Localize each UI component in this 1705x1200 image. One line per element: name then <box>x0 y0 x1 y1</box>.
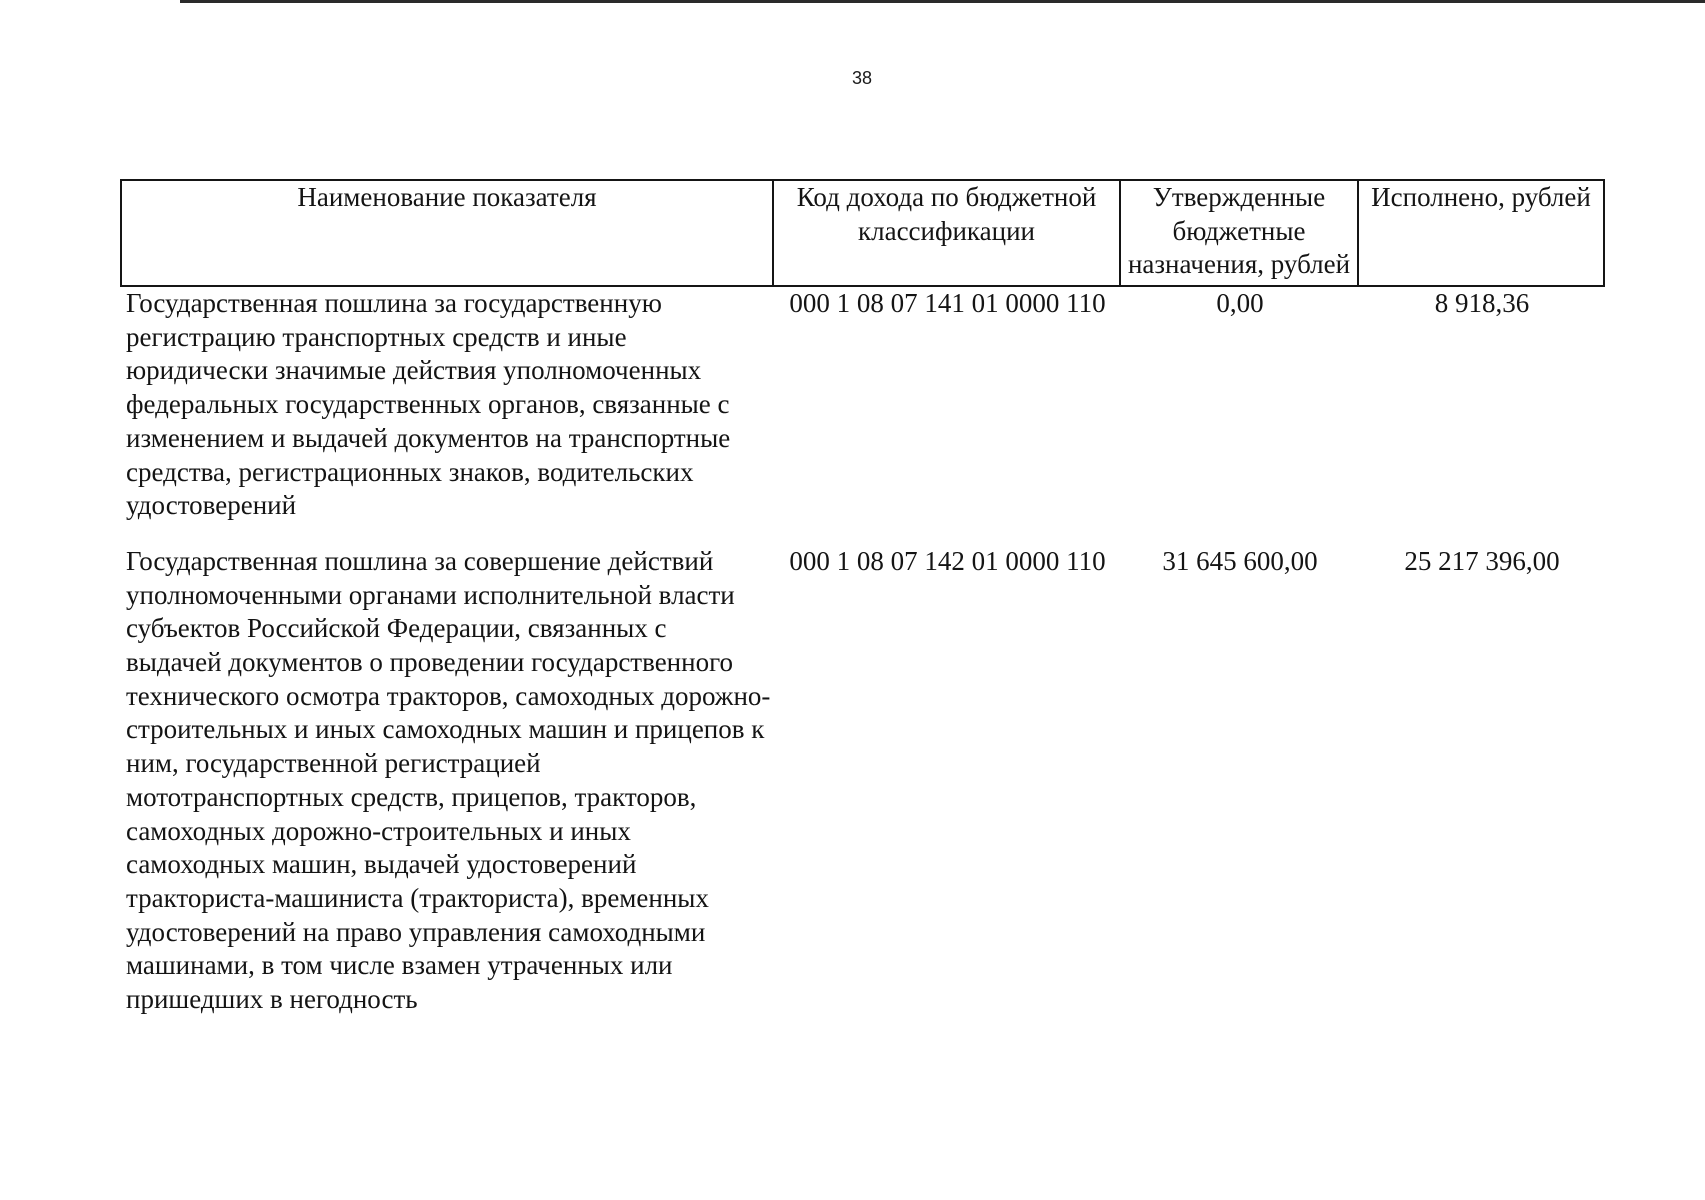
text-line: самоходных дорожно-строительных и иных <box>126 815 631 846</box>
text-line: машинами, в том числе взамен утраченных или <box>126 950 673 981</box>
header-text-line: Исполнено, рублей <box>1371 182 1591 212</box>
indicator-name-cell <box>120 287 774 523</box>
header-text-line: классификации <box>858 215 1035 246</box>
header-indicator-name <box>122 181 774 285</box>
header-approved-amount <box>1121 181 1359 285</box>
text-line: удостоверений <box>126 490 297 521</box>
text-line: самоходных машин, выдачей удостоверений <box>126 849 637 880</box>
text-line: мототранспортных средств, прицепов, тракторов, <box>126 781 697 812</box>
text-line: юридически значимые действия уполномоченных <box>126 355 702 386</box>
text-line: технического осмотра тракторов, самоходных дорожно- <box>126 680 771 711</box>
income-code-cell: 000 1 08 07 141 01 0000 110 <box>789 288 1106 318</box>
page-number: 38 <box>851 68 873 88</box>
text-line: удостоверений на право управления самоходными <box>126 916 706 947</box>
executed-amount-cell: 25 217 396,00 <box>1404 545 1560 576</box>
header-executed-amount <box>1359 181 1603 285</box>
text-line: субъектов Российской Федерации, связанных с <box>126 613 667 644</box>
text-line: средства, регистрационных знаков, водительских <box>126 456 694 487</box>
table-header <box>120 179 1605 287</box>
header-text-line: Наименование показателя <box>297 182 597 212</box>
indicator-name-cell <box>120 545 774 1017</box>
text-line: Государственная пошлина за государственную <box>126 288 662 318</box>
header-text-line: бюджетные <box>1172 215 1306 246</box>
approved-amount-cell: 31 645 600,00 <box>1162 545 1318 576</box>
header-text-line: Код дохода по бюджетной <box>796 182 1097 212</box>
executed-amount-cell: 8 918,36 <box>1434 288 1530 318</box>
text-line: уполномоченными органами исполнительной власти <box>126 579 735 610</box>
text-line: пришедших в негодность <box>126 984 418 1015</box>
income-code-cell: 000 1 08 07 142 01 0000 110 <box>789 545 1106 576</box>
table-row <box>120 287 1605 545</box>
text-line: федеральных государственных органов, связанные с <box>126 389 730 420</box>
header-income-code <box>774 181 1121 285</box>
header-text-line: Утвержденные <box>1152 182 1326 212</box>
text-line: строительных и иных самоходных машин и прицепов к <box>126 714 765 745</box>
scan-edge-line <box>180 0 1705 3</box>
text-line: регистрацию транспортных средств и иные <box>126 321 627 352</box>
revenue-table <box>120 179 1605 1017</box>
text-line: изменением и выдачей документов на транспортные <box>126 422 731 453</box>
text-line: Государственная пошлина за совершение действий <box>126 545 714 576</box>
header-text-line: назначения, рублей <box>1127 249 1351 280</box>
text-line: выдачей документов о проведении государственного <box>126 647 733 678</box>
approved-amount-cell: 0,00 <box>1216 288 1264 318</box>
table-row <box>120 545 1605 1017</box>
text-line: тракториста-машиниста (тракториста), временных <box>126 882 709 913</box>
text-line: ним, государственной регистрацией <box>126 748 541 779</box>
